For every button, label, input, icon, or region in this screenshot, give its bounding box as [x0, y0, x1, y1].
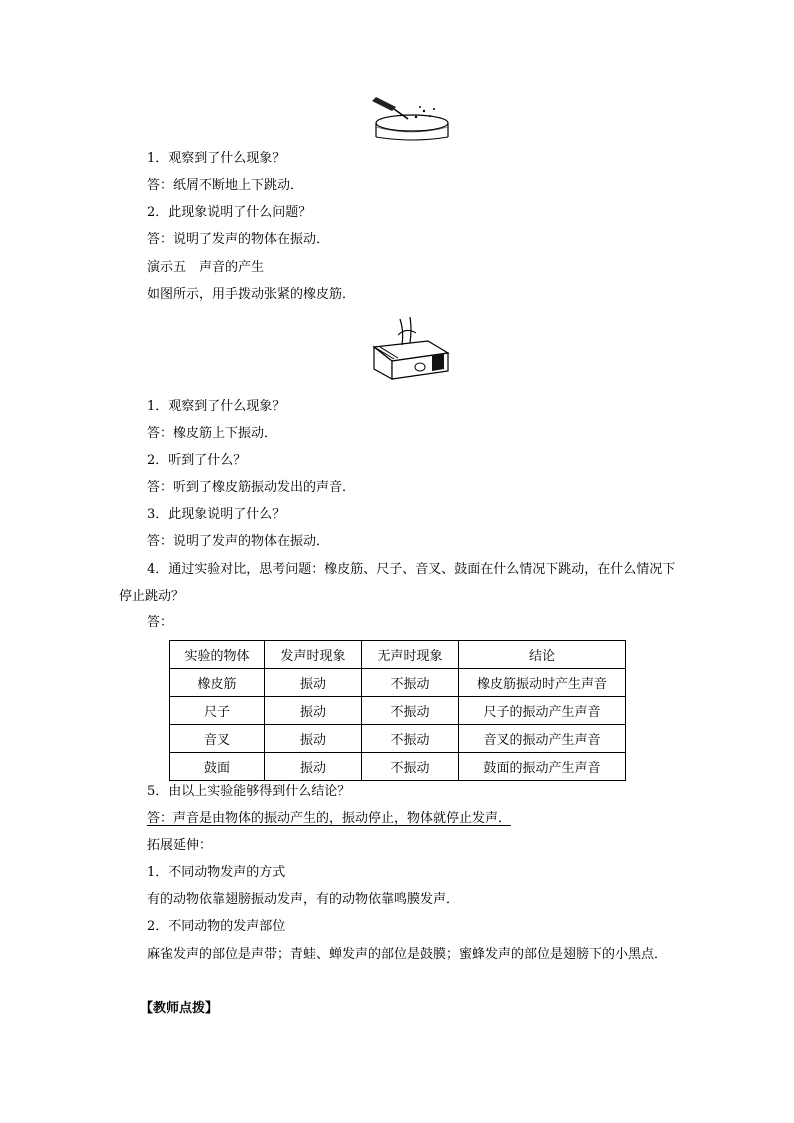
table-header-cell: 结论: [459, 641, 626, 669]
table-cell: 不振动: [362, 697, 459, 725]
table-row: [170, 753, 626, 781]
table-header-cell: 发声时现象: [265, 641, 362, 669]
demo5-question-5: 5．由以上实验能够得到什么结论？: [147, 784, 351, 799]
demo5-answer-5: 答：声音是由物体的振动产生的，振动停止，物体就停止发声．: [147, 811, 512, 826]
table-header-cell: 无声时现象: [362, 641, 459, 669]
section1-question-1: 1．观察到了什么现象？: [147, 151, 286, 166]
section1-question-2: 2．此现象说明了什么问题？: [147, 205, 312, 220]
table-cell: 振动: [265, 697, 362, 725]
table-cell: 不振动: [362, 753, 459, 781]
extension-heading-2: 2．不同动物的发声部位: [147, 919, 286, 934]
demo5-answer-3: 答：说明了发声的物体在振动．: [147, 534, 330, 549]
table-cell: 不振动: [362, 669, 459, 697]
results-table: [169, 640, 626, 781]
demo5-description: 如图所示，用手拨动张紧的橡皮筋．: [147, 287, 356, 302]
teacher-tip-heading: 【教师点拨】: [140, 1001, 219, 1016]
table-cell: 不振动: [362, 725, 459, 753]
table-row: [170, 697, 626, 725]
table-header-row: [170, 641, 626, 669]
extension-paragraph-1: 有的动物依靠翅膀振动发声，有的动物依靠鸣膜发声．: [147, 892, 460, 907]
demo5-question-1: 1．观察到了什么现象？: [147, 399, 286, 414]
table-cell: 音叉的振动产生声音: [459, 725, 626, 753]
table-row: [170, 725, 626, 753]
table-cell: 振动: [265, 669, 362, 697]
table-cell: 尺子: [170, 697, 265, 725]
demo5-title: 演示五 声音的产生: [147, 260, 265, 275]
table-cell: 鼓面: [170, 753, 265, 781]
table-header-cell: 实验的物体: [170, 641, 265, 669]
demo5-question-2: 2．听到了什么？: [147, 453, 247, 468]
demo5-answer-2: 答：听到了橡皮筋振动发出的声音．: [147, 480, 356, 495]
table-cell: 橡皮筋: [170, 669, 265, 697]
table-cell: 尺子的振动产生声音: [459, 697, 626, 725]
extension-paragraph-2: 麻雀发声的部位是声带；青蛙、蝉发声的部位是鼓膜；蜜蜂发声的部位是翅膀下的小黑点．: [147, 947, 668, 962]
table-cell: 振动: [265, 753, 362, 781]
drum-illustration: [372, 97, 450, 141]
table-cell: 鼓面的振动产生声音: [459, 753, 626, 781]
table-cell: 音叉: [170, 725, 265, 753]
section1-answer-1: 答：纸屑不断地上下跳动．: [147, 178, 304, 193]
demo5-answer-1: 答：橡皮筋上下振动．: [147, 426, 278, 441]
demo5-question-3: 3．此现象说明了什么？: [147, 507, 286, 522]
section1-answer-2: 答：说明了发声的物体在振动．: [147, 232, 330, 247]
table-cell: 橡皮筋振动时产生声音: [459, 669, 626, 697]
demo5-answer-4: 答：: [147, 615, 174, 630]
table-row: [170, 669, 626, 697]
extension-title: 拓展延伸：: [147, 838, 213, 853]
extension-heading-1: 1．不同动物发声的方式: [147, 865, 286, 880]
table-cell: 振动: [265, 725, 362, 753]
demo5-question-4: 4．通过实验对比，思考问题：橡皮筋、尺子、音叉、鼓面在什么情况下跳动，在什么情况下停止跳动？: [119, 562, 676, 604]
rubber-band-box-illustration: [370, 317, 452, 381]
